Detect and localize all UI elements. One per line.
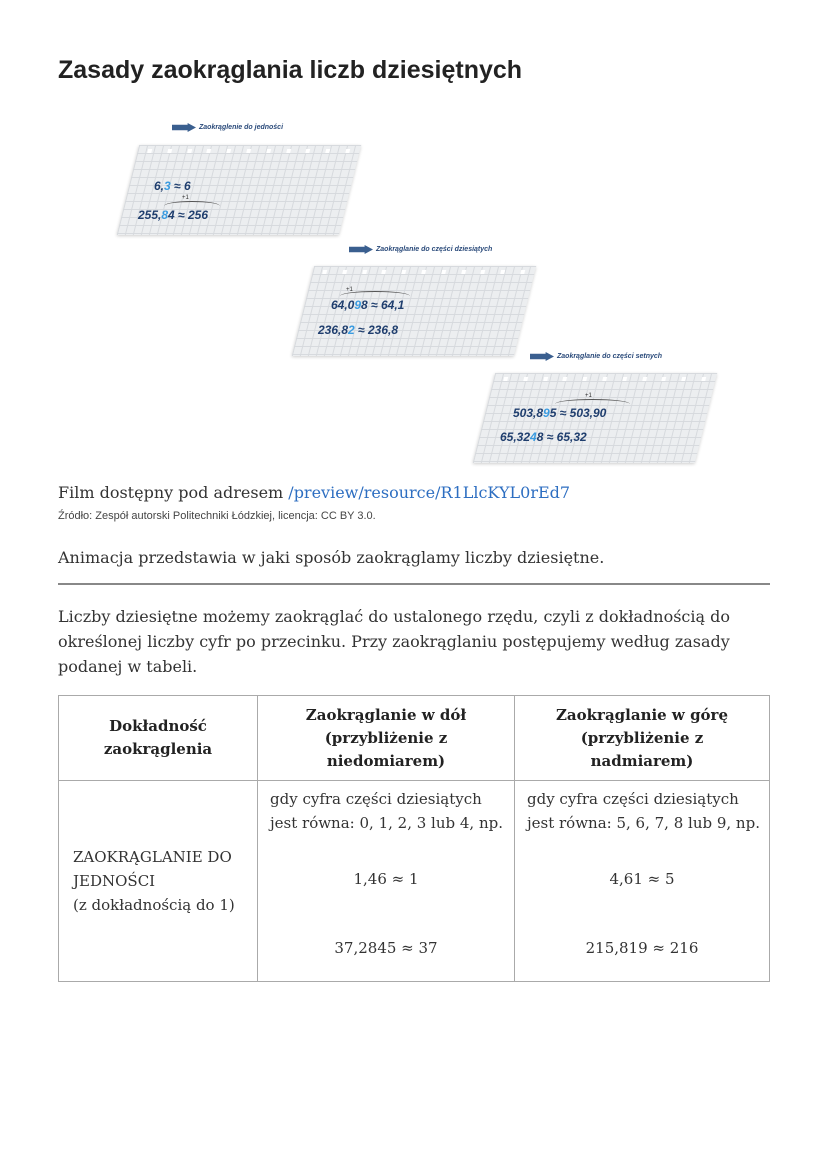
table-row <box>59 781 770 982</box>
arrow-icon <box>172 123 196 132</box>
source-credit: Źródło: Zespół autorski Politechniki Łódzkiej, licencja: CC BY 3.0. <box>58 510 376 522</box>
pad-label <box>530 352 662 361</box>
up-example-2: 215,819 ≈ 216 <box>585 939 699 957</box>
table-header-row <box>59 696 770 781</box>
cell-round-up <box>514 781 769 982</box>
film-prefix: Film dostępny pod adresem <box>58 483 289 502</box>
pad-label-text: Zaokrąglenie do jedności <box>199 124 284 131</box>
example-line: 236,82 ≈ 236,8 <box>318 323 399 337</box>
film-link[interactable]: /preview/resource/R1LlcKYL0rEd7 <box>288 483 571 502</box>
plus-one: +1 <box>346 287 353 293</box>
caption: Animacja przedstawia w jaki sposób zaokrąglamy liczby dziesiętne. <box>58 548 605 567</box>
up-example-1: 4,61 ≈ 5 <box>609 870 675 888</box>
precision-label: ZAOKRĄGLANIE DO JEDNOŚCI <box>73 848 232 890</box>
example-line: 255,84 ≈ 256 <box>138 208 208 222</box>
pad-label <box>349 245 492 254</box>
pad-label-text: Zaokrąglanie do części dziesiątych <box>376 246 493 253</box>
arrow-icon <box>530 352 554 361</box>
up-rule: gdy cyfra części dziesiątych jest równa: 5, 6, 7, 8 lub 9, np. <box>526 790 760 832</box>
down-example-2: 37,2845 ≈ 37 <box>334 939 438 957</box>
example-line: 65,3248 ≈ 65,32 <box>500 430 587 444</box>
header-precision: Dokładność zaokrąglenia <box>59 696 258 781</box>
notepad <box>292 266 536 356</box>
cell-round-down <box>258 781 515 982</box>
plus-one: +1 <box>585 393 592 399</box>
example-line: 6,3 ≈ 6 <box>154 179 191 193</box>
precision-note: (z dokładnością do 1) <box>73 896 235 914</box>
rounding-table <box>58 695 770 982</box>
header-round-up: Zaokrąglanie w górę (przybliżenie z nadmiarem) <box>514 696 769 781</box>
film-line <box>58 480 773 505</box>
pad-label-text: Zaokrąglanie do części setnych <box>557 353 663 360</box>
page-title: Zasady zaokrąglania liczb dziesiętnych <box>58 56 523 84</box>
divider <box>58 583 770 585</box>
intro-paragraph: Liczby dziesiętne możemy zaokrąglać do ustalonego rzędu, czyli z dokładnością do określonej liczby cyfr po przecinku. Przy zaokrąglaniu postępujemy według zasady podanej w tabeli. <box>58 607 730 676</box>
cell-precision <box>59 781 258 982</box>
example-line: 503,895 ≈ 503,90 <box>513 406 607 420</box>
down-rule: gdy cyfra części dziesiątych jest równa: 0, 1, 2, 3 lub 4, np. <box>270 790 503 832</box>
example-line: 64,098 ≈ 64,1 <box>331 298 405 312</box>
header-round-down: Zaokrąglanie w dół (przybliżenie z niedomiarem) <box>258 696 515 781</box>
arrow-icon <box>349 245 373 254</box>
plus-one: +1 <box>182 195 189 201</box>
pad-label <box>172 123 283 132</box>
down-example-1: 1,46 ≈ 1 <box>353 870 419 888</box>
